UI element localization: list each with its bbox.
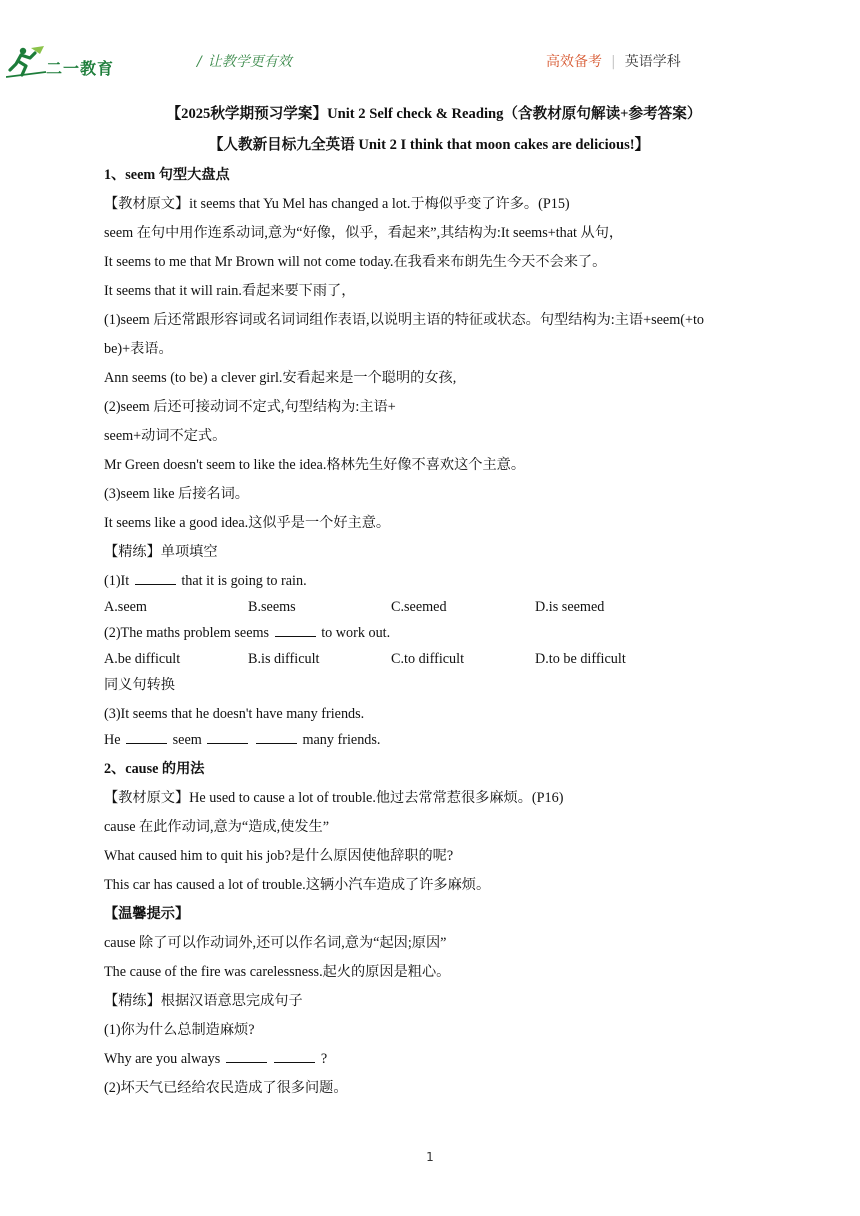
option-b: B.seems xyxy=(248,599,296,615)
s1-text-7: (2)seem 后还可接动词不定式,句型结构为:主语+ xyxy=(104,399,396,415)
s2-question-2: (2)坏天气已经给农民造成了很多问题。 xyxy=(104,1080,348,1096)
runner-logo-icon xyxy=(6,44,46,80)
q3-suffix: many friends. xyxy=(302,732,381,748)
s1-question-3: (3)It seems that he doesn't have many friends. xyxy=(104,706,365,722)
s1-text-8: seem+动词不定式。 xyxy=(104,428,227,444)
header-tag-prep: 高效备考 xyxy=(546,54,602,70)
s2-q1-suffix: ? xyxy=(320,1051,328,1067)
option-c: C.seemed xyxy=(391,599,447,615)
q3-word-seem: seem xyxy=(172,732,202,748)
s2-q1-prefix: Why are you always xyxy=(104,1051,221,1067)
s1-question-1 xyxy=(104,570,764,596)
slogan xyxy=(197,51,292,71)
s1-text-9: Mr Green doesn't seem to like the idea.格林先生好像不喜欢这个主意。 xyxy=(104,457,526,473)
slogan-slash: / xyxy=(197,54,202,70)
answer-blank xyxy=(274,1048,315,1063)
s1-question-3-blanks xyxy=(104,729,764,758)
s1-text-2: It seems to me that Mr Brown will not come today.在我看来布朗先生今天不会来了。 xyxy=(104,254,607,270)
option-a: A.seem xyxy=(104,599,147,615)
option-b: B.is difficult xyxy=(248,651,320,667)
s2-text-4: cause 除了可以作动词外,还可以作名词,意为“起因;原因” xyxy=(104,935,447,951)
s1-text-6: Ann seems (to be) a clever girl.安看起来是一个聪明的女孩, xyxy=(104,370,457,386)
s2-question-1: (1)你为什么总制造麻烦? xyxy=(104,1022,255,1038)
logo xyxy=(6,44,118,84)
answer-blank xyxy=(275,622,316,637)
s1-text-11: It seems like a good idea.这似乎是一个好主意。 xyxy=(104,515,391,531)
s1-transform-heading: 同义句转换 xyxy=(104,677,175,693)
option-d: D.is seemed xyxy=(535,599,605,615)
answer-blank xyxy=(135,570,176,585)
option-a: A.be difficult xyxy=(104,651,181,667)
s2-text-2: What caused him to quit his job?是什么原因使他辞职的呢? xyxy=(104,848,454,864)
doc-title-line2: 【人教新目标九全英语 Unit 2 I think that moon cakes are delicious!】 xyxy=(208,137,650,153)
answer-blank xyxy=(226,1048,267,1063)
option-d: D.to be difficult xyxy=(535,651,626,667)
s1-text-10: (3)seem like 后接名词。 xyxy=(104,486,249,502)
s2-question-1-blanks xyxy=(104,1048,764,1077)
header-separator: | xyxy=(611,54,616,70)
page-number: 1 xyxy=(426,1150,434,1164)
s2-original-text: 【教材原文】He used to cause a lot of trouble.他过去常常惹很多麻烦。(P16) xyxy=(104,790,564,806)
q3-word-he: He xyxy=(104,732,121,748)
slogan-text: 让教学更有效 xyxy=(207,54,292,70)
s1-practice-heading: 【精练】单项填空 xyxy=(104,544,218,560)
s2-text-1: cause 在此作动词,意为“造成,使发生” xyxy=(104,819,329,835)
s1-text-4: (1)seem 后还常跟形容词或名词词组作表语,以说明主语的特征或状态。句型结构为:主语+seem(+to xyxy=(104,312,705,328)
section2-heading: 2、cause 的用法 xyxy=(104,761,205,777)
s1-text-5: be)+表语。 xyxy=(104,341,173,357)
header-right xyxy=(546,51,681,71)
section1-heading: 1、seem 句型大盘点 xyxy=(104,167,230,183)
s1-question-1-options xyxy=(104,596,764,622)
s1-original-text: 【教材原文】it seems that Yu Mel has changed a lot.于梅似乎变了许多。(P15) xyxy=(104,196,570,212)
s2-practice-heading: 【精练】根据汉语意思完成句子 xyxy=(104,993,303,1009)
s1-question-2-options xyxy=(104,648,764,674)
option-c: C.to difficult xyxy=(391,651,465,667)
document-body xyxy=(104,103,764,1106)
q2-suffix: to work out. xyxy=(321,625,391,641)
s1-question-2 xyxy=(104,622,764,648)
answer-blank xyxy=(126,729,167,744)
q1-suffix: that it is going to rain. xyxy=(181,573,307,589)
logo-text: 二一教育 xyxy=(46,59,115,78)
answer-blank xyxy=(256,729,297,744)
q2-prefix: (2)The maths problem seems xyxy=(104,625,270,641)
doc-title-line1: 【2025秋学期预习学案】Unit 2 Self check & Reading（含教材原句解读+参考答案） xyxy=(166,106,702,122)
s1-text-1: seem 在句中用作连系动词,意为“好像，似乎，看起来”,其结构为:It seems+that 从句， xyxy=(104,225,624,241)
page-header xyxy=(0,40,860,84)
q1-prefix: (1)It xyxy=(104,573,130,589)
header-tag-subject: 英语学科 xyxy=(624,54,681,70)
s2-tip-heading: 【温馨提示】 xyxy=(104,906,190,922)
s2-text-5: The cause of the fire was carelessness.起火的原因是粗心。 xyxy=(104,964,451,980)
s2-text-3: This car has caused a lot of trouble.这辆小汽车造成了许多麻烦。 xyxy=(104,877,491,893)
s1-text-3: It seems that it will rain.看起来要下雨了， xyxy=(104,283,356,299)
answer-blank xyxy=(207,729,248,744)
